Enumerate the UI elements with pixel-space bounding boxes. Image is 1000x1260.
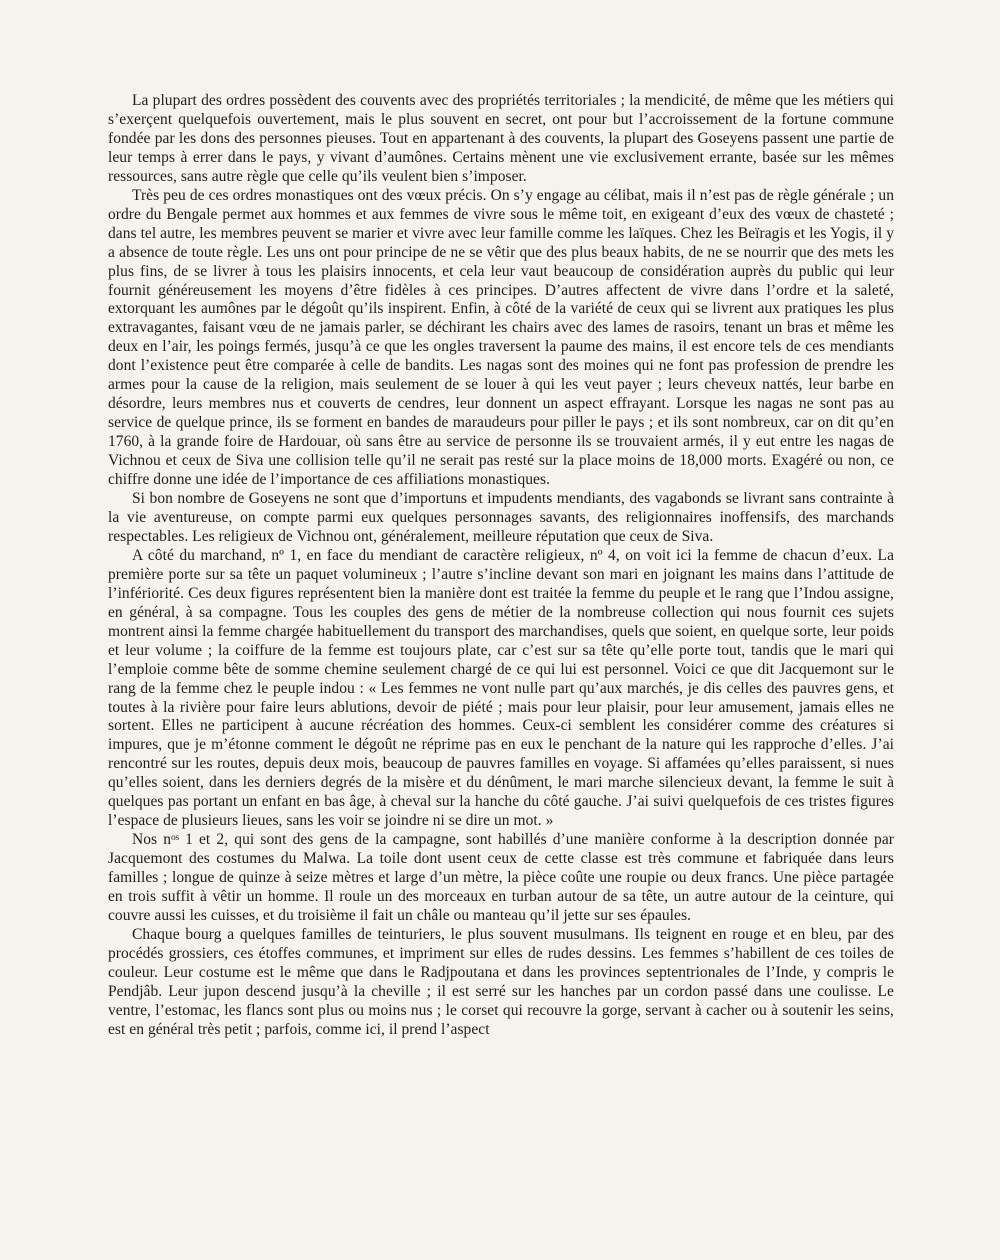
paragraph-5: Nos nᵒˢ 1 et 2, qui sont des gens de la campagne, sont habillés d’une manière conforme à la description donnée par Jacquemont des costumes du Malwa. La toile dont usent ceux de cette classe est très commune et fabriquée dans leurs familles ; longue de quinze à seize mètres et large d’un mètre, la pièce coûte une roupie ou deux francs. Une pièce partagée en trois suffit à vêtir un homme. Il roule un des morceaux en turban autour de sa tête, un autre autour de la ceinture, qui couvre aussi les cuisses, et du troisième il fait un châle ou manteau qu’il jette sur ses épaules. <box>108 831 894 924</box>
paragraph-2: Très peu de ces ordres monastiques ont des vœux précis. On s’y engage au célibat, mais il n’est pas de règle générale ; un ordre du Bengale permet aux hommes et aux femmes de vivre sous le même toit, en exigeant d’eux des vœux de chasteté ; dans tel autre, les membres peuvent se marier et vivre avec leur famille comme les laïques. Chez les Beïragis et les Yogis, il y a absence de toute règle. Les uns ont pour principe de ne se vêtir que des plus beaux habits, de ne se nourrir que des mets les plus fins, de se livrer à tous les plaisirs innocents, et cela leur vaut beaucoup de considération auprès du public qui leur fournit généreusement les moyens d’être fidèles à ces principes. D’autres affectent de vivre dans l’ordre et la saleté, extorquant les aumônes par le dégoût qu’ils inspirent. Enfin, à côté de la variété de ceux qui se livrent aux pratiques les plus extravagantes, faisant vœu de ne jamais parler, se déchirant les chairs avec des lames de rasoirs, tenant un bras et même les deux en l’air, les poings fermés, jusqu’à ce que les ongles traversent la paume des mains, il est encore tels de ces mendiants dont l’existence peut être comparée à celle de bandits. Les nagas sont des moines qui ne font pas profession de prendre les armes pour la cause de la religion, mais seulement de se louer à qui les veut payer ; leurs cheveux nattés, leur barbe en désordre, leurs membres nus et couverts de cendres, leur donnent un aspect effrayant. Lorsque les nagas ne sont pas au service de quelque prince, ils se forment en bandes de maraudeurs pour piller le pays ; et ils sont nombreux, car on dit qu’en 1760, à la grande foire de Hardouar, où sans être au service de personne ils se trouvaient armés, il y eut entre les nagas de Vichnou et ceux de Siva une collision telle qu’il ne serait pas resté sur la place moins de 18,000 morts. Exagéré ou non, ce chiffre donne une idée de l’importance de ces affiliations monastiques. <box>108 186 894 489</box>
paragraph-4: A côté du marchand, nº 1, en face du mendiant de caractère religieux, nº 4, on voit ici la femme de chacun d’eux. La première porte sur sa tête un paquet volumineux ; l’autre s’incline devant son mari en joignant les mains dans l’attitude de l’infériorité. Ces deux figures représentent bien la manière dont est traitée la femme du peuple et le rang que l’Indou assigne, en général, à sa compagne. Tous les couples des gens de métier de la nombreuse collection qui nous fournit ces sujets montrent ainsi la femme chargée habituellement du transport des marchandises, quels que soient, en quelque sorte, leur poids et leur volume ; la coiffure de la femme est toujours plate, car c’est sur sa tête qu’elle porte tout, tandis que le mari qui l’emploie comme bête de somme chemine seulement chargé de ce qui lui est personnel. Voici ce que dit Jacquemont sur le rang de la femme chez le peuple indou : « Les femmes ne vont nulle part qu’aux marchés, je dis celles des pauvres gens, et toutes à la rivière pour faire leurs ablutions, devoir de piété ; mais pour leur plaisir, pour leur amusement, jamais elles ne sortent. Elles ne participent à aucune récréation des hommes. Ceux-ci semblent les considérer comme des créatures si impures, que je m’étonne comment le dégoût ne réprime pas en eux le penchant de la nature qui les rapproche d’elles. J’ai rencontré sur les routes, depuis deux mois, beaucoup de pauvres familles en voyage. Si affamées qu’elles paraissent, si nues qu’elles soient, dans les derniers degrés de la misère et du dénûment, le mari marche silencieux devant, la femme le suit à quelques pas portant un enfant en bas âge, à cheval sur la hanche du côté gauche. J’ai suivi quelquefois de ces tristes figures l’espace de plusieurs lieues, sans les voir se joindre ni se dire un mot. » <box>108 546 894 830</box>
paragraph-3: Si bon nombre de Goseyens ne sont que d’importuns et impudents mendiants, des vagabonds se livrant sans contrainte à la vie aventureuse, on compte parmi eux quelques personnages savants, des religionnaires inoffensifs, des marchands respectables. Les religieux de Vichnou ont, généralement, meilleure réputation que ceux de Siva. <box>108 490 894 545</box>
paragraph-1: La plupart des ordres possèdent des couvents avec des propriétés territoriales ; la mendicité, de même que les métiers qui s’exerçent quelquefois ouvertement, mais le plus souvent en secret, ont pour but l’accroissement de la fortune commune fondée par les dons des personnes pieuses. Tout en appartenant à des couvents, la plupart des Goseyens passent une partie de leur temps à errer dans le pays, y vivant d’aumônes. Certains mènent une vie exclusivement errante, basée sur les mêmes ressources, sans autre règle que celle qu’ils veulent bien s’imposer. <box>108 92 894 185</box>
body-text <box>108 92 894 1040</box>
paragraph-6: Chaque bourg a quelques familles de teinturiers, le plus souvent musulmans. Ils teignent en rouge et en bleu, par des procédés grossiers, ces étoffes communes, et impriment sur elles de rudes dessins. Les femmes s’habillent de ces toiles de couleur. Leur costume est le même que dans le Radjpoutana et dans les provinces septentrionales de l’Inde, y compris le Pendjâb. Leur jupon descend jusqu’à la cheville ; il est serré sur les hanches par un cordon passé dans une coulisse. Le ventre, l’estomac, les flancs sont plus ou moins nus ; le corset qui recouvre la gorge, servant à cacher ou à soutenir les seins, est en général très petit ; parfois, comme ici, il prend l’aspect <box>108 925 894 1038</box>
